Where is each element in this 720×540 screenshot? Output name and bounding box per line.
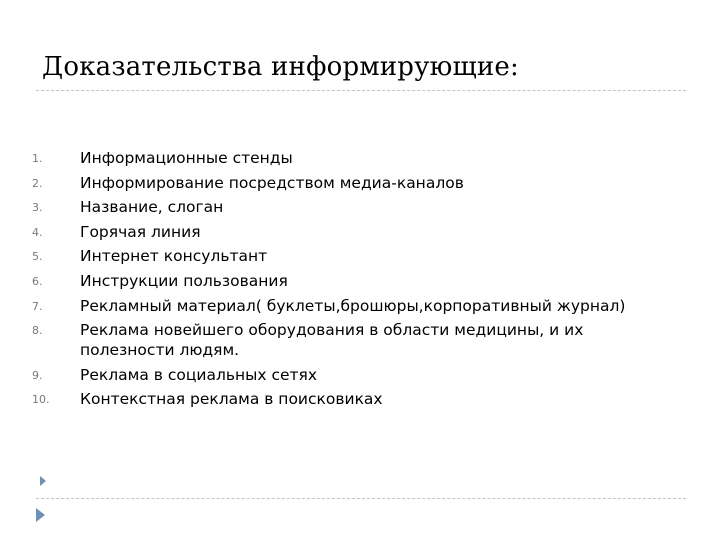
item-text: Реклама новейшего оборудования в области медицины, и их полезности людям. xyxy=(80,321,584,360)
item-text: Рекламный материал( буклеты,брошюры,корпоративный журнал) xyxy=(80,296,626,315)
item-text: Контекстная реклама в поисковиках xyxy=(80,390,383,409)
list-item xyxy=(32,296,672,316)
item-number: 6. xyxy=(32,274,43,288)
item-text: Интернет консультант xyxy=(80,247,268,266)
list-item xyxy=(32,222,672,242)
list-item xyxy=(32,271,672,291)
item-number: 8. xyxy=(32,324,43,338)
list-item xyxy=(32,173,672,193)
item-text: Название, слоган xyxy=(80,198,224,217)
list-item xyxy=(32,365,672,385)
item-number: 3. xyxy=(32,201,43,215)
list-item xyxy=(32,197,672,217)
triangle-right-icon xyxy=(36,508,45,522)
item-text: Инструкции пользования xyxy=(80,271,288,290)
item-text: Информационные стенды xyxy=(80,149,293,167)
item-text: Горячая линия xyxy=(80,222,201,241)
item-number: 1. xyxy=(32,152,43,165)
footer-divider xyxy=(36,498,686,499)
item-number: 9. xyxy=(32,368,43,382)
list-item xyxy=(32,246,672,266)
item-number: 4. xyxy=(32,225,43,239)
item-text: Информирование посредством медиа-каналов xyxy=(80,173,464,192)
item-number: 10. xyxy=(32,393,50,407)
list-item xyxy=(32,389,672,409)
item-number: 2. xyxy=(32,176,43,190)
triangle-right-icon xyxy=(40,476,46,486)
item-number: 7. xyxy=(32,299,43,313)
title-divider xyxy=(36,90,686,91)
item-text: Реклама в социальных сетях xyxy=(80,365,318,384)
list-item xyxy=(32,320,672,360)
item-number: 5. xyxy=(32,250,43,264)
evidence-list xyxy=(32,148,672,414)
list-item xyxy=(32,148,672,168)
slide-title: Доказательства информирующие: xyxy=(42,52,519,82)
